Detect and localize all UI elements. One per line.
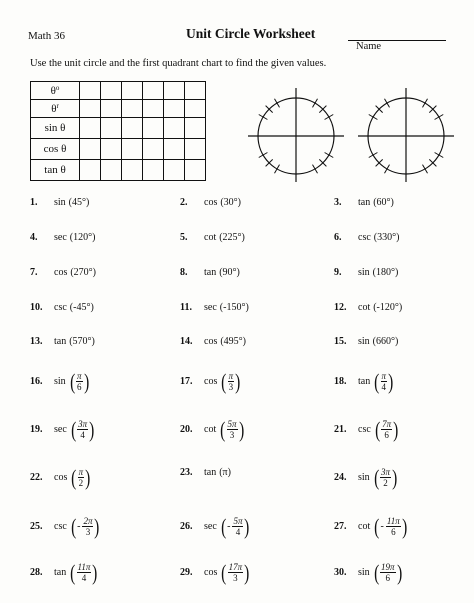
fraction-numerator: π (228, 371, 234, 381)
angle-fraction (380, 562, 396, 583)
right-paren: ) (396, 559, 402, 585)
right-paren: ) (83, 368, 89, 394)
chart-row-label: tan θ (31, 160, 80, 181)
problem-number: 7. (30, 267, 38, 278)
chart-cell[interactable] (164, 160, 185, 181)
chart-cell[interactable] (80, 100, 101, 118)
angle-argument (373, 513, 408, 539)
trig-function: sec (204, 521, 217, 532)
chart-cell[interactable] (80, 139, 101, 160)
name-label: Name (356, 41, 382, 52)
negative-sign: - (380, 521, 384, 532)
angle-argument (220, 368, 241, 394)
problem-number: 17. (180, 376, 193, 387)
angle-argument (373, 464, 399, 490)
unit-circle-radians (356, 84, 456, 184)
tick-mark (275, 99, 280, 108)
tick-mark (369, 115, 378, 120)
chart-cell[interactable] (185, 82, 206, 100)
problem-number: 23. (180, 467, 193, 478)
angle-argument: (270°) (70, 267, 97, 278)
left-paren: ( (220, 416, 226, 442)
problem-item (30, 197, 89, 208)
chart-row-label: $\theta^o$ (31, 82, 80, 100)
angle-fraction (381, 371, 388, 392)
left-paren: ( (220, 513, 227, 539)
negative-sign: - (77, 521, 81, 532)
problem-number: 24. (334, 472, 347, 483)
angle-argument (70, 464, 91, 490)
angle-fraction (386, 516, 401, 537)
angle-argument (373, 559, 403, 585)
problem-number: 8. (180, 267, 188, 278)
course-label: Math 36 (28, 30, 65, 42)
chart-cell[interactable] (143, 100, 164, 118)
problem-number: 14. (180, 336, 193, 347)
angle-argument: (π) (219, 467, 231, 478)
angle-argument (373, 368, 394, 394)
worksheet-title: Unit Circle Worksheet (186, 26, 316, 41)
angle-argument: (330°) (373, 232, 400, 243)
chart-cell[interactable] (164, 139, 185, 160)
problem-number: 3. (334, 197, 342, 208)
chart-cell[interactable] (80, 160, 101, 181)
problem-item (30, 559, 99, 585)
fraction-numerator: 7π (382, 419, 392, 429)
fraction-numerator: π (77, 371, 82, 381)
chart-cell[interactable] (164, 82, 185, 100)
fraction-numerator: 3π (78, 419, 88, 429)
problem-item (30, 302, 94, 313)
left-paren: ( (70, 559, 76, 585)
problem-number: 26. (180, 521, 193, 532)
problem-item (180, 232, 245, 243)
fraction-denominator: 3 (233, 573, 238, 583)
tick-mark (385, 165, 390, 174)
chart-cell[interactable] (80, 82, 101, 100)
problem-item (30, 232, 95, 243)
fraction-numerator: 3π (381, 467, 391, 477)
trig-function: tan (358, 197, 371, 208)
unit-circle-degrees (246, 84, 346, 184)
tick-mark (259, 115, 268, 120)
fraction-numerator: 11π (77, 562, 91, 572)
left-paren: ( (373, 464, 379, 490)
trig-function: sin (54, 197, 66, 208)
fraction-numerator: 5π (233, 516, 243, 526)
problem-number: 16. (30, 376, 43, 387)
right-paren: ) (85, 464, 91, 490)
trig-function: sin (358, 267, 370, 278)
angle-argument (69, 559, 99, 585)
problem-item (180, 559, 251, 585)
problem-item (30, 464, 92, 490)
problem-number: 10. (30, 302, 43, 313)
chart-cell[interactable] (122, 118, 143, 139)
chart-cell[interactable] (143, 160, 164, 181)
left-paren: ( (374, 368, 380, 394)
trig-function: csc (54, 521, 67, 532)
fraction-denominator: 4 (80, 430, 85, 440)
chart-row-tan (31, 160, 206, 181)
fraction-denominator: 3 (228, 382, 234, 392)
chart-cell[interactable] (164, 100, 185, 118)
angle-argument (69, 368, 90, 394)
problem-number: 29. (180, 567, 193, 578)
problem-number: 20. (180, 424, 193, 435)
problem-item (180, 368, 242, 394)
angle-fraction (380, 467, 391, 488)
trig-function: tan (358, 376, 371, 387)
chart-cell[interactable] (185, 160, 206, 181)
problem-number: 5. (180, 232, 188, 243)
left-paren: ( (221, 559, 227, 585)
trig-function: csc (358, 424, 371, 435)
problem-item (334, 559, 403, 585)
chart-cell[interactable] (101, 139, 122, 160)
chart-row-label: cos θ (31, 139, 80, 160)
trig-function: cos (204, 336, 218, 347)
problem-number: 13. (30, 336, 43, 347)
angle-argument: (60°) (373, 197, 394, 208)
problem-number: 11. (180, 302, 192, 313)
trig-function: cot (204, 424, 217, 435)
problem-number: 28. (30, 567, 43, 578)
trig-function: cos (204, 197, 218, 208)
problem-item (180, 267, 240, 278)
fraction-denominator: 6 (384, 430, 389, 440)
tick-mark (423, 99, 428, 108)
trig-function: tan (204, 267, 217, 278)
angle-argument: (-45°) (69, 302, 94, 313)
fraction-denominator: 3 (229, 430, 235, 440)
left-paren: ( (373, 559, 379, 585)
problem-number: 9. (334, 267, 342, 278)
problem-item (334, 368, 394, 394)
tick-mark (385, 99, 390, 108)
tick-mark (275, 165, 280, 174)
chart-row-label: sin θ (31, 118, 80, 139)
left-paren: ( (71, 464, 77, 490)
right-paren: ) (94, 513, 100, 539)
fraction-numerator: 11π (386, 516, 400, 526)
trig-function: sec (204, 302, 217, 313)
chart-row-label: $\theta^r$ (31, 100, 80, 118)
problem-item (180, 467, 231, 478)
chart-row-radians (31, 100, 206, 118)
tick-mark (435, 153, 444, 158)
right-paren: ) (388, 368, 394, 394)
fraction-numerator: π (381, 371, 387, 381)
angle-fraction (228, 562, 244, 583)
chart-cell[interactable] (101, 118, 122, 139)
trig-function: sec (54, 424, 67, 435)
chart-row-degrees (31, 82, 206, 100)
fraction-denominator: 2 (78, 478, 84, 488)
trig-function: cot (204, 232, 217, 243)
problem-number: 18. (334, 376, 347, 387)
right-paren: ) (235, 368, 241, 394)
problem-item (30, 513, 101, 539)
fraction-numerator: 19π (381, 562, 395, 572)
chart-row-cos (31, 139, 206, 160)
fraction-denominator: 4 (381, 382, 387, 392)
right-paren: ) (401, 513, 407, 539)
fraction-denominator: 3 (85, 527, 91, 537)
angle-fraction (77, 419, 88, 440)
angle-argument (70, 513, 101, 539)
angle-fraction (76, 371, 83, 392)
chart-cell[interactable] (143, 118, 164, 139)
trig-function: sin (358, 472, 370, 483)
problem-number: 12. (334, 302, 347, 313)
left-paren: ( (374, 513, 380, 539)
fraction-numerator: π (78, 467, 84, 477)
right-paren: ) (238, 416, 244, 442)
problem-item (180, 513, 251, 539)
angle-argument (220, 513, 251, 539)
problem-item (334, 513, 408, 539)
tick-mark (423, 165, 428, 174)
trig-function: cos (54, 472, 68, 483)
problem-item (180, 336, 246, 347)
chart-row-sin (31, 118, 206, 139)
problem-number: 25. (30, 521, 43, 532)
tick-mark (313, 99, 318, 108)
problem-number: 1. (30, 197, 38, 208)
problem-item (334, 232, 399, 243)
tick-mark (259, 153, 268, 158)
problem-number: 2. (180, 197, 188, 208)
angle-argument: (90°) (219, 267, 240, 278)
problem-number: 15. (334, 336, 347, 347)
first-quadrant-chart (30, 81, 206, 181)
problem-item (180, 302, 249, 313)
problem-number: 22. (30, 472, 43, 483)
chart-cell[interactable] (80, 118, 101, 139)
problem-item (334, 464, 398, 490)
chart-cell[interactable] (122, 100, 143, 118)
chart-cell[interactable] (143, 139, 164, 160)
problem-item (180, 416, 245, 442)
chart-cell[interactable] (143, 82, 164, 100)
trig-function: cos (204, 567, 218, 578)
angle-argument (374, 416, 400, 442)
problem-item (30, 336, 95, 347)
angle-fraction (381, 419, 392, 440)
angle-argument: (-120°) (373, 302, 403, 313)
angle-argument: (495°) (220, 336, 247, 347)
problem-number: 4. (30, 232, 38, 243)
trig-function: sin (358, 336, 370, 347)
problem-item (334, 336, 398, 347)
angle-argument: (45°) (68, 197, 90, 208)
problem-item (30, 267, 96, 278)
left-paren: ( (70, 416, 77, 442)
trig-function: cot (358, 302, 371, 313)
problem-number: 30. (334, 567, 347, 578)
negative-sign: - (227, 521, 231, 532)
fraction-denominator: 6 (77, 382, 82, 392)
tick-mark (435, 115, 444, 120)
chart-cell[interactable] (185, 100, 206, 118)
chart-cell[interactable] (185, 139, 206, 160)
problem-item (334, 197, 394, 208)
angle-fraction (228, 371, 235, 392)
problem-item (334, 302, 402, 313)
fraction-numerator: 17π (228, 562, 243, 572)
trig-function: csc (54, 302, 67, 313)
angle-fraction (227, 419, 238, 440)
right-paren: ) (393, 416, 399, 442)
chart-cell[interactable] (164, 118, 185, 139)
right-paren: ) (392, 464, 398, 490)
right-paren: ) (244, 513, 250, 539)
trig-function: sec (54, 232, 67, 243)
left-paren: ( (69, 368, 75, 394)
right-paren: ) (244, 559, 250, 585)
fraction-denominator: 4 (235, 527, 241, 537)
fraction-denominator: 4 (81, 573, 87, 583)
chart-cell[interactable] (122, 160, 143, 181)
fraction-denominator: 6 (391, 527, 396, 537)
problem-number: 19. (30, 424, 43, 435)
chart-cell[interactable] (122, 82, 143, 100)
trig-function: cot (358, 521, 371, 532)
angle-argument: (120°) (69, 232, 96, 243)
fraction-numerator: 5π (227, 419, 237, 429)
angle-argument (219, 416, 245, 442)
right-paren: ) (89, 416, 95, 442)
trig-function: sin (54, 376, 66, 387)
problem-item (30, 416, 95, 442)
problem-item (334, 267, 398, 278)
problem-number: 21. (334, 424, 347, 435)
fraction-denominator: 2 (383, 478, 388, 488)
chart-cell[interactable] (185, 118, 206, 139)
trig-function: tan (204, 467, 217, 478)
chart-cell[interactable] (122, 139, 143, 160)
right-paren: ) (92, 559, 98, 585)
angle-argument: (570°) (69, 336, 95, 347)
trig-function: csc (358, 232, 371, 243)
problem-item (180, 197, 241, 208)
angle-argument: (225°) (219, 232, 245, 243)
angle-fraction (232, 516, 243, 537)
trig-function: cos (204, 376, 218, 387)
tick-mark (369, 153, 378, 158)
angle-fraction (82, 516, 93, 537)
left-paren: ( (70, 513, 77, 539)
angle-argument: (180°) (372, 267, 399, 278)
problem-item (30, 368, 90, 394)
tick-mark (313, 165, 318, 174)
angle-argument: (660°) (372, 336, 399, 347)
fraction-denominator: 6 (385, 573, 390, 583)
problem-item (334, 416, 399, 442)
left-paren: ( (374, 416, 381, 442)
fraction-numerator: 2π (83, 516, 93, 526)
trig-function: tan (54, 336, 67, 347)
trig-function: cos (54, 267, 68, 278)
trig-function: sin (358, 567, 370, 578)
chart-cell[interactable] (101, 82, 122, 100)
instructions: Use the unit circle and the first quadrant chart to find the given values. (30, 58, 327, 69)
chart-cell[interactable] (101, 100, 122, 118)
angle-argument: (-150°) (219, 302, 249, 313)
angle-argument: (30°) (220, 197, 242, 208)
angle-fraction (77, 562, 92, 583)
chart-cell[interactable] (101, 160, 122, 181)
problem-number: 27. (334, 521, 347, 532)
tick-mark (325, 153, 334, 158)
angle-argument (70, 416, 96, 442)
angle-fraction (78, 467, 85, 488)
angle-argument (220, 559, 250, 585)
trig-function: tan (54, 567, 67, 578)
tick-mark (325, 115, 334, 120)
left-paren: ( (221, 368, 227, 394)
problem-number: 6. (334, 232, 342, 243)
